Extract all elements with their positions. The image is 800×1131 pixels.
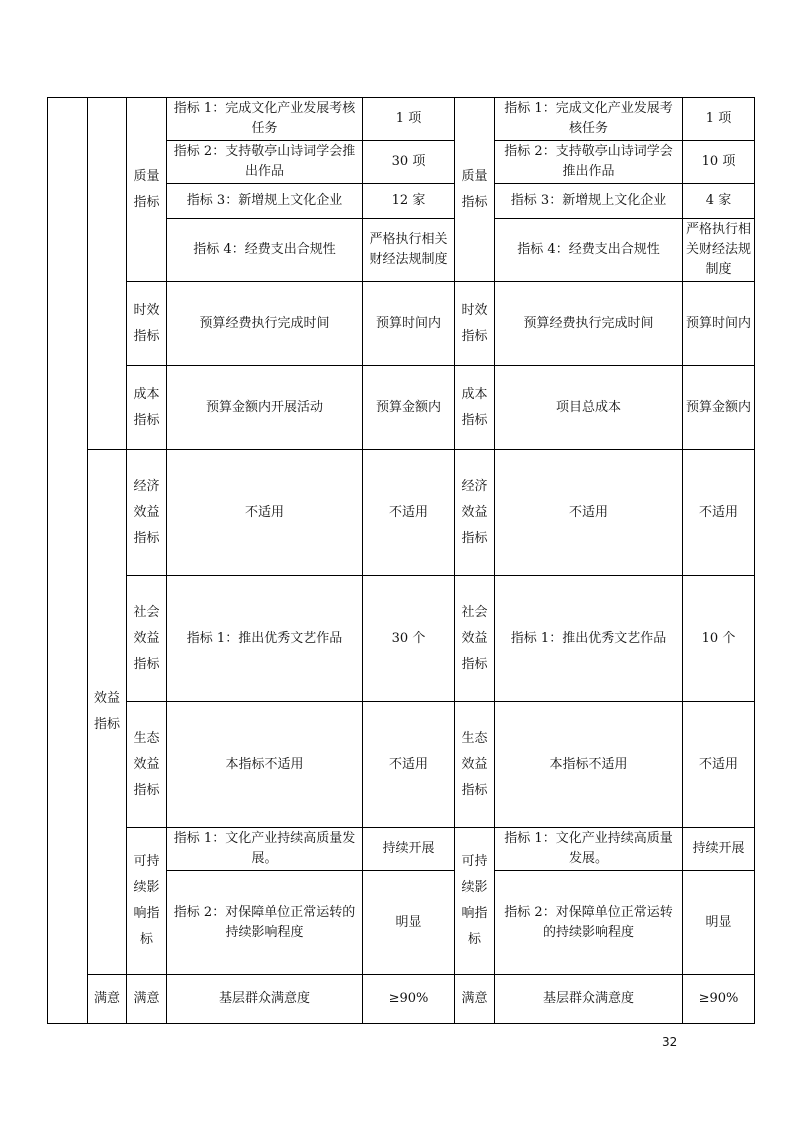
- effect-indicator-label: 效益指标: [88, 450, 127, 975]
- right-sustain-2-name: 指标 2：对保障单位正常运转的持续影响程度: [495, 871, 683, 975]
- left-ecological-value: 不适用: [363, 702, 455, 828]
- left-ecological-name: 本指标不适用: [167, 702, 363, 828]
- left-timeliness-label: 时效指标: [127, 282, 167, 366]
- right-social-label: 社会效益指标: [455, 576, 495, 702]
- left-satisfaction-name: 基层群众满意度: [167, 975, 363, 1024]
- performance-indicator-table: [47, 97, 755, 1024]
- right-timeliness-name: 预算经费执行完成时间: [495, 282, 683, 366]
- right-satisfaction-value: ≥90%: [683, 975, 755, 1024]
- right-satisfaction-label: 满意: [455, 975, 495, 1024]
- left-economic-label: 经济效益指标: [127, 450, 167, 576]
- left-economic-name: 不适用: [167, 450, 363, 576]
- left-timeliness-value: 预算时间内: [363, 282, 455, 366]
- right-timeliness-label: 时效指标: [455, 282, 495, 366]
- left-sustain-1-value: 持续开展: [363, 828, 455, 871]
- left-quality-3-name: 指标 3：新增规上文化企业: [167, 184, 363, 219]
- left-quality-1-name: 指标 1：完成文化产业发展考核任务: [167, 98, 363, 141]
- right-sustain-1-name: 指标 1：文化产业持续高质量发展。: [495, 828, 683, 871]
- left-satisfaction-value: ≥90%: [363, 975, 455, 1024]
- right-quality-2-name: 指标 2：支持敬亭山诗词学会推出作品: [495, 141, 683, 184]
- right-sustain-1-value: 持续开展: [683, 828, 755, 871]
- right-timeliness-value: 预算时间内: [683, 282, 755, 366]
- right-economic-label: 经济效益指标: [455, 450, 495, 576]
- left-quality-label: 质量指标: [127, 98, 167, 282]
- left-economic-value: 不适用: [363, 450, 455, 576]
- left-cost-label: 成本指标: [127, 366, 167, 450]
- left-sustain-2-name: 指标 2：对保障单位正常运转的持续影响程度: [167, 871, 363, 975]
- right-economic-value: 不适用: [683, 450, 755, 576]
- output-indicator-blank-cell: [88, 98, 127, 450]
- left-quality-4-name: 指标 4：经费支出合规性: [167, 219, 363, 282]
- right-cost-value: 预算金额内: [683, 366, 755, 450]
- left-satisfaction-label: 满意: [127, 975, 167, 1024]
- left-cost-name: 预算金额内开展活动: [167, 366, 363, 450]
- left-quality-3-value: 12 家: [363, 184, 455, 219]
- right-ecological-name: 本指标不适用: [495, 702, 683, 828]
- left-quality-4-value: 严格执行相关财经法规制度: [363, 219, 455, 282]
- right-economic-name: 不适用: [495, 450, 683, 576]
- right-quality-3-name: 指标 3：新增规上文化企业: [495, 184, 683, 219]
- right-social-value: 10 个: [683, 576, 755, 702]
- right-ecological-label: 生态效益指标: [455, 702, 495, 828]
- right-quality-4-value: 严格执行相关财经法规制度: [683, 219, 755, 282]
- left-social-label: 社会效益指标: [127, 576, 167, 702]
- right-quality-label: 质量指标: [455, 98, 495, 282]
- left-social-name: 指标 1：推出优秀文艺作品: [167, 576, 363, 702]
- left-sustain-label: 可持续影响指标: [127, 828, 167, 975]
- right-sustain-2-value: 明显: [683, 871, 755, 975]
- left-quality-2-name: 指标 2：支持敬亭山诗词学会推出作品: [167, 141, 363, 184]
- left-timeliness-name: 预算经费执行完成时间: [167, 282, 363, 366]
- blank-left-column: [48, 98, 88, 1024]
- right-ecological-value: 不适用: [683, 702, 755, 828]
- left-quality-2-value: 30 项: [363, 141, 455, 184]
- satisfaction-level1-label: 满意: [88, 975, 127, 1024]
- left-sustain-2-value: 明显: [363, 871, 455, 975]
- right-quality-3-value: 4 家: [683, 184, 755, 219]
- right-sustain-label: 可持续影响指标: [455, 828, 495, 975]
- left-ecological-label: 生态效益指标: [127, 702, 167, 828]
- left-sustain-1-name: 指标 1：文化产业持续高质量发展。: [167, 828, 363, 871]
- right-quality-2-value: 10 项: [683, 141, 755, 184]
- right-cost-label: 成本指标: [455, 366, 495, 450]
- right-cost-name: 项目总成本: [495, 366, 683, 450]
- left-quality-1-value: 1 项: [363, 98, 455, 141]
- right-quality-1-value: 1 项: [683, 98, 755, 141]
- right-satisfaction-name: 基层群众满意度: [495, 975, 683, 1024]
- page-number: 32: [662, 1035, 678, 1049]
- right-social-name: 指标 1：推出优秀文艺作品: [495, 576, 683, 702]
- left-cost-value: 预算金额内: [363, 366, 455, 450]
- right-quality-1-name: 指标 1：完成文化产业发展考核任务: [495, 98, 683, 141]
- left-social-value: 30 个: [363, 576, 455, 702]
- right-quality-4-name: 指标 4：经费支出合规性: [495, 219, 683, 282]
